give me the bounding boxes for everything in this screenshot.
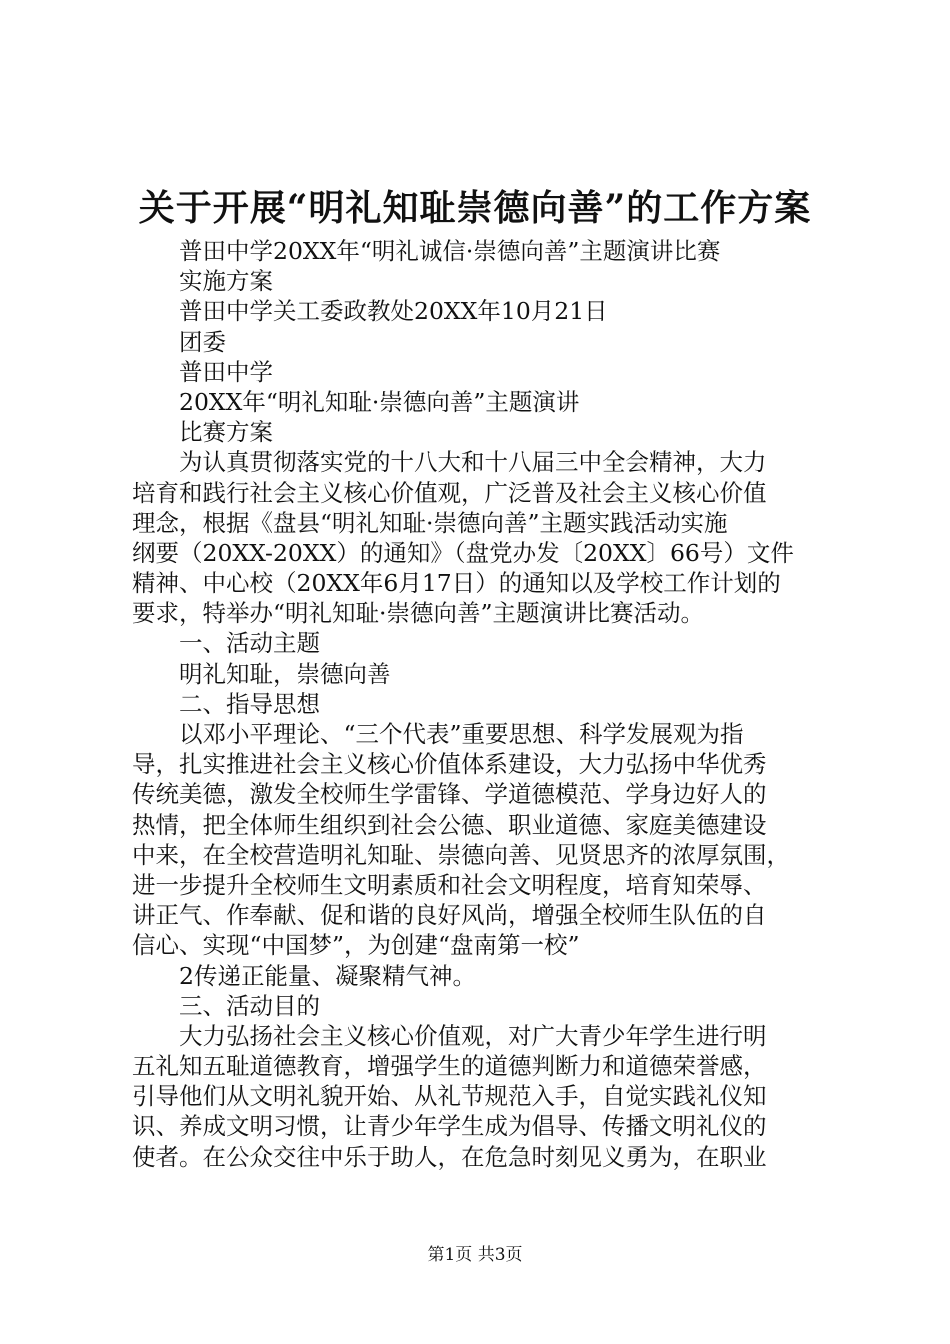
body-line: 20XX年“明礼知耻·崇德向善”主题演讲 [179, 387, 580, 416]
body-line: 讲正气、作奉献、促和谐的良好风尚，增强全校师生队伍的自 [132, 901, 767, 930]
document-body [132, 236, 832, 1172]
body-line: 普田中学 [179, 357, 273, 386]
body-line: 普田中学关工委政教处20XX年10月21日 [179, 297, 608, 326]
body-line: 进一步提升全校师生文明素质和社会文明程度，培育知荣辱、 [132, 870, 767, 899]
body-line: 二、指导思想 [179, 689, 320, 718]
body-line: 传统美德，激发全校师生学雷锋、学道德模范、学身边好人的 [132, 780, 767, 809]
body-line: 理念，根据《盘县“明礼知耻·崇德向善”主题实践活动实施 [132, 508, 728, 537]
body-line: 以邓小平理论、“三个代表”重要思想、科学发展观为指 [179, 720, 744, 748]
body-line: 要求，特举办“明礼知耻·崇德向善”主题演讲比赛活动。 [132, 599, 704, 628]
page-footer: 第1页 共3页 [427, 1245, 523, 1265]
body-line: 引导他们从文明礼貌开始、从礼节规范入手，自觉实践礼仪知 [132, 1082, 767, 1111]
body-line: 大力弘扬社会主义核心价值观，对广大青少年学生进行明 [179, 1021, 767, 1050]
body-line: 精神、中心校（20XX年6月17日）的通知以及学校工作计划的 [132, 569, 781, 598]
body-line: 一、活动主题 [179, 629, 320, 658]
body-line: 实施方案 [179, 267, 273, 296]
body-line: 使者。在公众交往中乐于助人，在危急时刻见义勇为，在职业 [132, 1142, 767, 1171]
body-line: 2传递正能量、凝聚精气神。 [179, 961, 476, 990]
body-line: 培育和践行社会主义核心价值观，广泛普及社会主义核心价值 [132, 478, 767, 507]
body-line: 比赛方案 [179, 418, 273, 447]
body-line: 普田中学20XX年“明礼诚信·崇德向善”主题演讲比赛 [179, 237, 721, 265]
body-line: 团委 [179, 327, 226, 356]
document-title: 关于开展“明礼知耻崇德向善”的工作方案 [138, 187, 812, 229]
body-line: 五礼知五耻道德教育，增强学生的道德判断力和道德荣誉感， [132, 1052, 767, 1081]
body-line: 为认真贯彻落实党的十八大和十八届三中全会精神，大力 [179, 448, 767, 477]
body-line: 信心、实现“中国梦”，为创建“盘南第一校” [132, 931, 580, 960]
body-line: 中来，在全校营造明礼知耻、崇德向善、见贤思齐的浓厚氛围， [132, 840, 790, 869]
body-line: 三、活动目的 [179, 991, 320, 1020]
body-line: 识、养成文明习惯，让青少年学生成为倡导、传播文明礼仪的 [132, 1112, 767, 1141]
body-line: 明礼知耻，崇德向善 [179, 659, 391, 688]
body-line: 纲要（20XX-20XX）的通知》（盘党办发〔20XX〕66号）文件 [132, 538, 794, 567]
body-line: 热情，把全体师生组织到社会公德、职业道德、家庭美德建设 [132, 810, 767, 839]
body-line: 导，扎实推进社会主义核心价值体系建设，大力弘扬中华优秀 [132, 750, 767, 779]
